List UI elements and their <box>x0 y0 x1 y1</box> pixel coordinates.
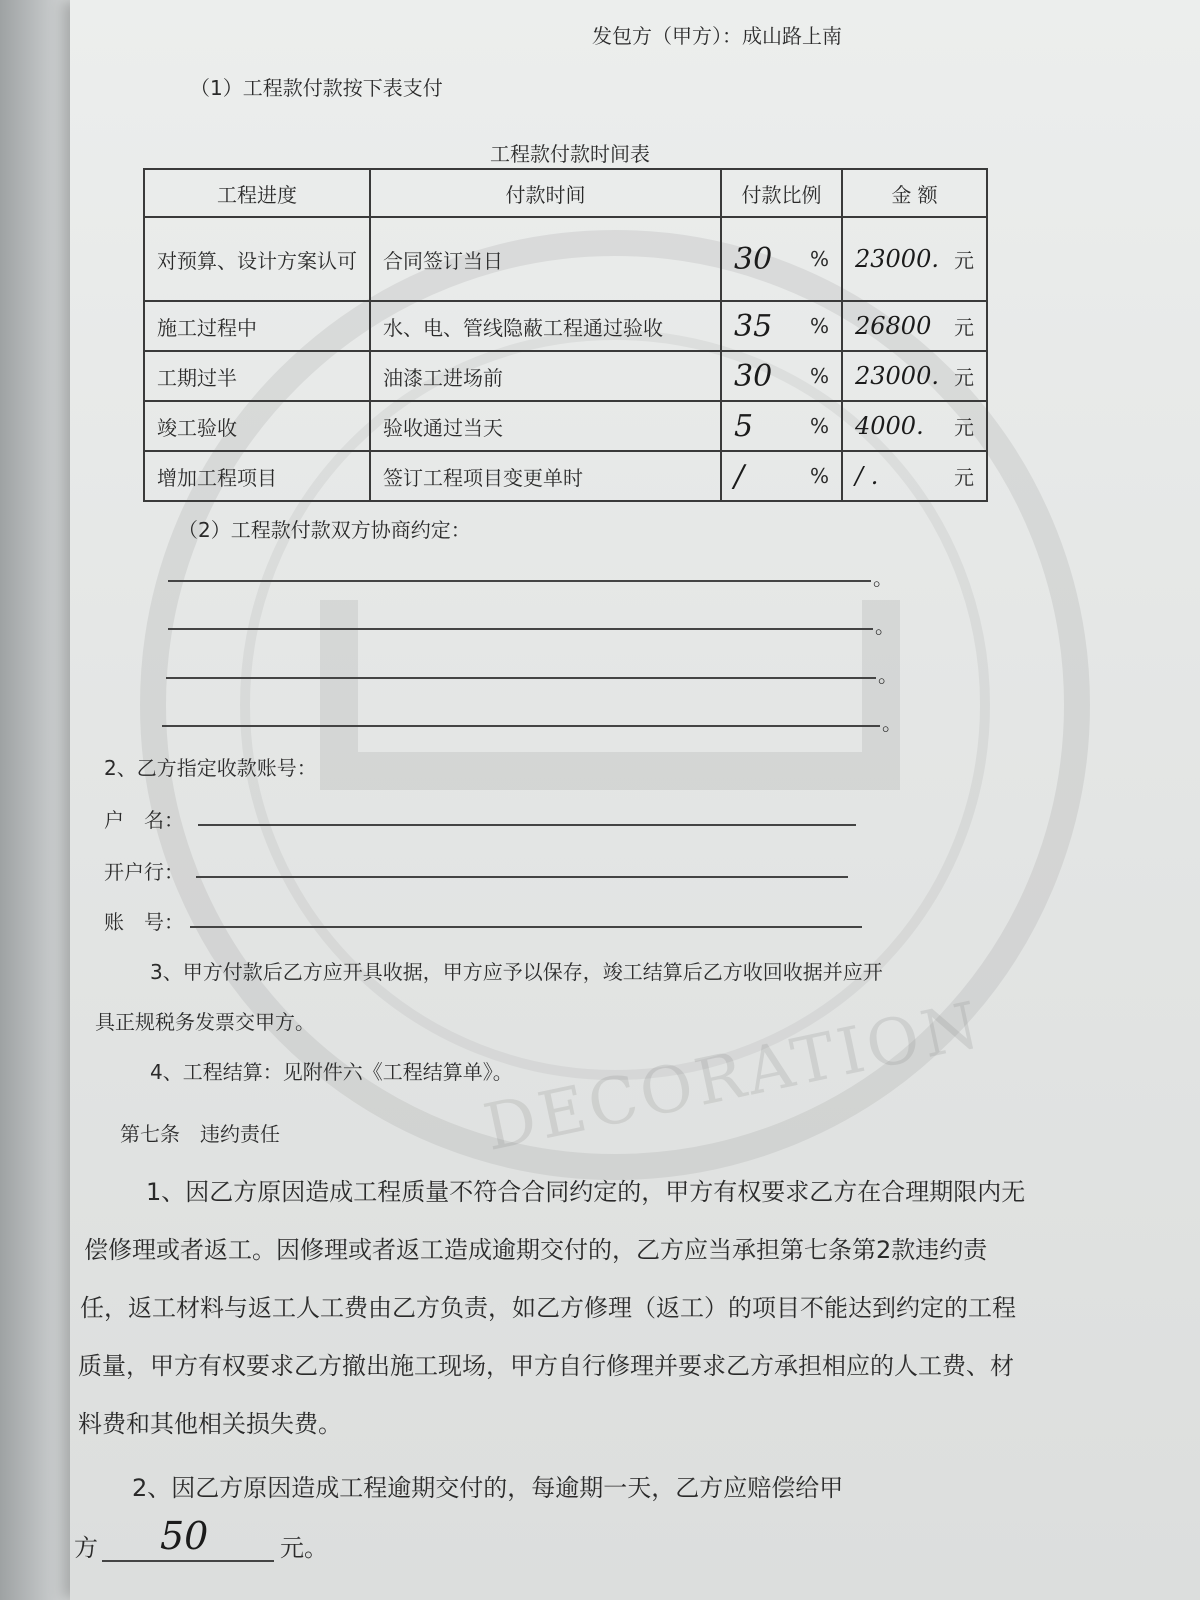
art7-p1-line4: 质量，甲方有权要求乙方撤出施工现场，甲方自行修理并要求乙方承担相应的人工费、材 <box>78 1352 1014 1380</box>
cell-time: 签订工程项目变更单时 <box>370 451 721 501</box>
cell-amount <box>842 451 987 501</box>
final-suffix: 元。 <box>280 1534 328 1562</box>
pct-handwritten: 35 <box>734 308 773 344</box>
table-row <box>144 401 987 451</box>
party-a-header: 发包方（甲方）：成山路上南 <box>592 24 842 48</box>
account-title: 2、乙方指定收款账号： <box>104 756 317 780</box>
cell-time: 验收通过当天 <box>370 401 721 451</box>
cell-pct <box>721 451 842 501</box>
table-row <box>144 301 987 351</box>
blank-line-4 <box>162 725 880 727</box>
cell-time: 合同签订当日 <box>370 217 721 301</box>
cell-pct <box>721 301 842 351</box>
cell-stage: 对预算、设计方案认可 <box>144 217 370 301</box>
table-header-row <box>144 169 987 217</box>
para3-line2: 具正规税务发票交甲方。 <box>95 1010 315 1034</box>
amount-handwritten: 4000. <box>855 412 924 440</box>
pct-unit: % <box>809 314 829 338</box>
account-number-label: 账 号： <box>104 910 184 934</box>
table-row <box>144 451 987 501</box>
blank-line-2 <box>168 628 873 630</box>
account-name-line <box>198 824 856 826</box>
blank-line-3-period: 。 <box>878 663 898 687</box>
para4: 4、工程结算：见附件六《工程结算单》。 <box>150 1060 513 1084</box>
cell-amount <box>842 217 987 301</box>
art7-p1-line5: 料费和其他相关损失费。 <box>78 1410 342 1438</box>
blank-line-4-period: 。 <box>882 711 902 735</box>
amount-unit: 元 <box>954 465 974 490</box>
cell-stage: 施工过程中 <box>144 301 370 351</box>
art7-p1-line2: 偿修理或者返工。因修理或者返工造成逾期交付的，乙方应当承担第七条第2款违约责 <box>84 1236 988 1264</box>
header-amount: 金 额 <box>842 169 987 217</box>
amount-handwritten: 26800 <box>855 312 932 340</box>
para3-line1: 3、甲方付款后乙方应开具收据，甲方应予以保存，竣工结算后乙方收回收据并应开 <box>150 960 883 984</box>
pct-unit: % <box>809 247 829 271</box>
cell-stage: 竣工验收 <box>144 401 370 451</box>
pct-unit: % <box>809 364 829 388</box>
amount-unit: 元 <box>954 365 974 390</box>
payment-schedule-table <box>143 168 988 502</box>
table-row <box>144 351 987 401</box>
account-bank-line <box>196 876 848 878</box>
blank-line-2-period: 。 <box>875 614 895 638</box>
art7-p1-line3: 任，返工材料与返工人工费由乙方负责，如乙方修理（返工）的项目不能达到约定的工程 <box>80 1294 1016 1322</box>
blank-line-1-period: 。 <box>873 566 893 590</box>
book-spine <box>0 0 70 1600</box>
stamp-watermark-text: DECORATION <box>477 988 989 1166</box>
cell-stage: 增加工程项目 <box>144 451 370 501</box>
account-bank-label: 开户行： <box>104 860 184 884</box>
table-row <box>144 217 987 301</box>
table-caption: 工程款付款时间表 <box>490 142 650 166</box>
cell-stage: 工期过半 <box>144 351 370 401</box>
art7-p2: 2、因乙方原因造成工程逾期交付的，每逾期一天，乙方应赔偿给甲 <box>132 1474 844 1502</box>
cell-amount <box>842 351 987 401</box>
cell-pct <box>721 351 842 401</box>
amount-handwritten: 23000. <box>855 245 939 273</box>
amount-unit: 元 <box>954 415 974 440</box>
section2-title: （2）工程款付款双方协商约定： <box>178 518 471 542</box>
final-amount-handwritten: 50 <box>160 1514 209 1558</box>
header-stage: 工程进度 <box>144 169 370 217</box>
pct-unit: % <box>809 414 829 438</box>
amount-unit: 元 <box>954 248 974 273</box>
account-name-label: 户 名： <box>104 808 184 832</box>
amount-unit: 元 <box>954 315 974 340</box>
pct-handwritten: 5 <box>734 408 754 444</box>
header-time: 付款时间 <box>370 169 721 217</box>
cell-time: 水、电、管线隐蔽工程通过验收 <box>370 301 721 351</box>
cell-amount <box>842 301 987 351</box>
cell-pct <box>721 401 842 451</box>
blank-line-3 <box>166 677 876 679</box>
account-number-line <box>190 926 862 928</box>
cell-pct <box>721 217 842 301</box>
pct-handwritten: 30 <box>734 241 773 277</box>
blank-line-1 <box>168 580 871 582</box>
pct-handwritten: / <box>734 458 745 494</box>
final-amount-line <box>102 1560 274 1562</box>
amount-handwritten: / . <box>855 462 879 490</box>
section1-title: （1）工程款付款按下表支付 <box>190 76 443 100</box>
final-prefix: 方 <box>74 1534 98 1562</box>
pct-unit: % <box>809 464 829 488</box>
art7-p1-line1: 1、因乙方原因造成工程质量不符合合同约定的，甲方有权要求乙方在合理期限内无 <box>146 1178 1026 1206</box>
cell-amount <box>842 401 987 451</box>
pct-handwritten: 30 <box>734 358 773 394</box>
article7-title: 第七条 违约责任 <box>120 1122 280 1146</box>
cell-time: 油漆工进场前 <box>370 351 721 401</box>
header-pct: 付款比例 <box>721 169 842 217</box>
amount-handwritten: 23000. <box>855 362 939 390</box>
